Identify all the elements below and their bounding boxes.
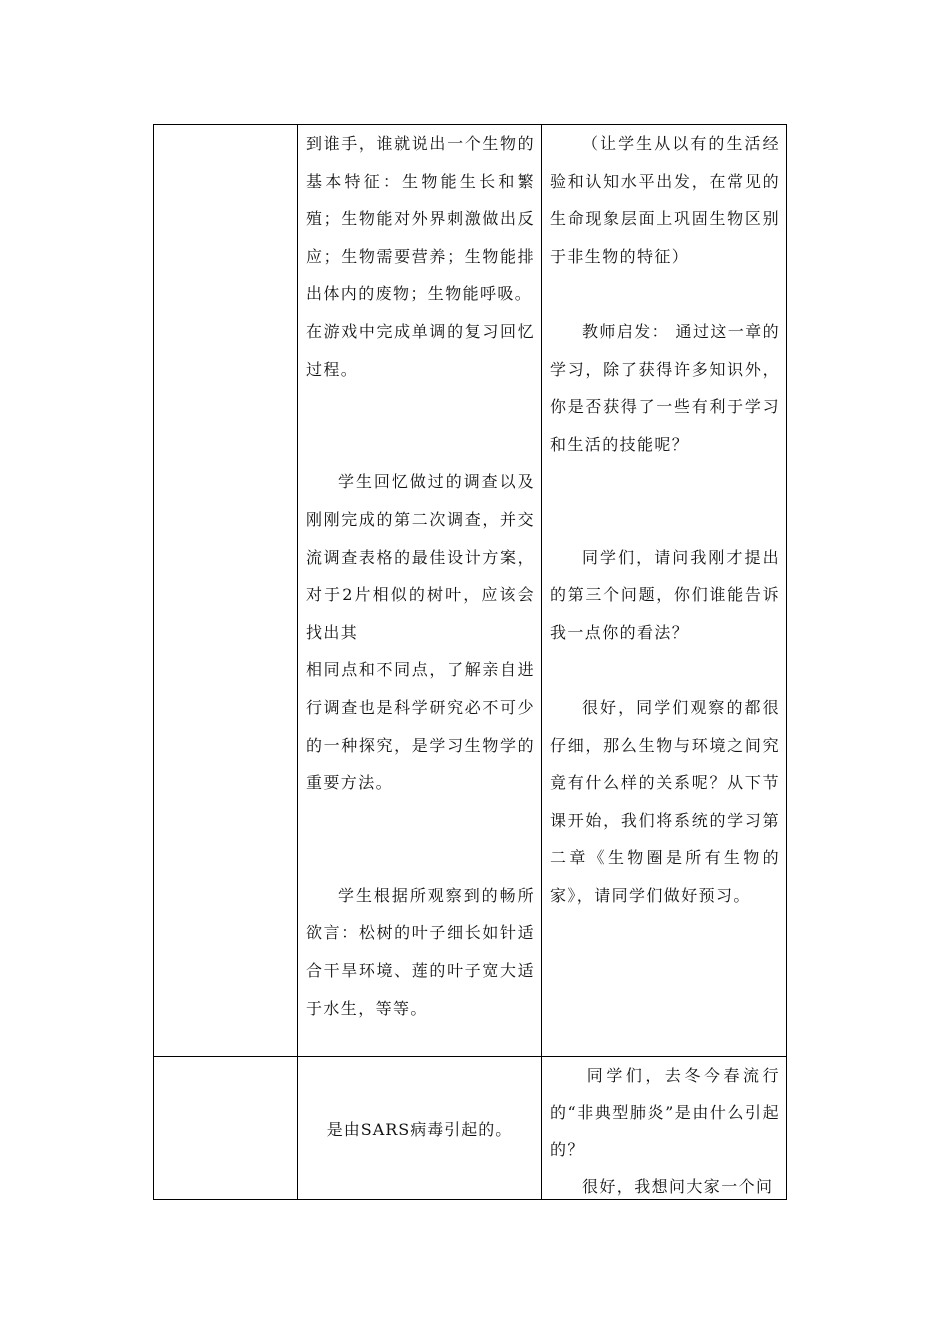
teacher-text: （让学生从以有的生活经验和认知水平出发，在常见的生命现象层面上巩固生物区别于非生物的特征）	[550, 134, 780, 266]
student-text: 学生回忆做过的调查以及刚刚完成的第二次调查，并交流调查表格的最佳设计方案，对于2片相似的树叶，应该会找出其	[306, 472, 535, 642]
teacher-activity-cell	[542, 1057, 787, 1200]
student-text: 在游戏中完成单调的复习回忆过程。	[306, 321, 535, 379]
table-row	[154, 1057, 787, 1200]
student-text: 学生根据所观察到的畅所欲言：松树的叶子细长如针适合干旱环境、莲的叶子宽大适于水生，等等。	[306, 885, 535, 1018]
lesson-plan-table	[153, 124, 787, 1200]
student-text: 到谁手，谁就说出一个生物的基本特征：生物能生长和繁殖；生物能对外界刺激做出反应；生物需要营养；生物能排出体内的废物；生物能呼吸。	[306, 134, 535, 304]
stage-cell	[154, 125, 298, 1057]
teacher-text: 同学们，去冬今春流行的“非典型肺炎”是由什么引起的？	[550, 1066, 780, 1159]
student-text: 是由SARS病毒引起的。	[326, 1120, 513, 1139]
teacher-text: 很好，我想问大家一个问	[582, 1177, 774, 1196]
student-activity-cell	[298, 125, 542, 1057]
teacher-activity-cell	[542, 125, 787, 1057]
student-text: 相同点和不同点，了解亲自进行调查也是科学研究必不可少的一种探究，是学习生物学的重要方法。	[306, 660, 535, 793]
student-activity-cell	[298, 1057, 542, 1200]
teacher-text: 教师启发： 通过这一章的学习，除了获得许多知识外，你是否获得了一些有利于学习和生活的技能呢？	[550, 321, 780, 454]
table-row	[154, 125, 787, 1057]
stage-cell	[154, 1057, 298, 1200]
teacher-text: 很好，同学们观察的都很仔细，那么生物与环境之间究竟有什么样的关系呢？从下节课开始，我们将系统的学习第二章《生物圈是所有生物的家》，请同学们做好预习。	[550, 697, 780, 905]
teacher-text: 同学们，请问我刚才提出的第三个问题，你们谁能告诉我一点你的看法？	[550, 547, 780, 642]
